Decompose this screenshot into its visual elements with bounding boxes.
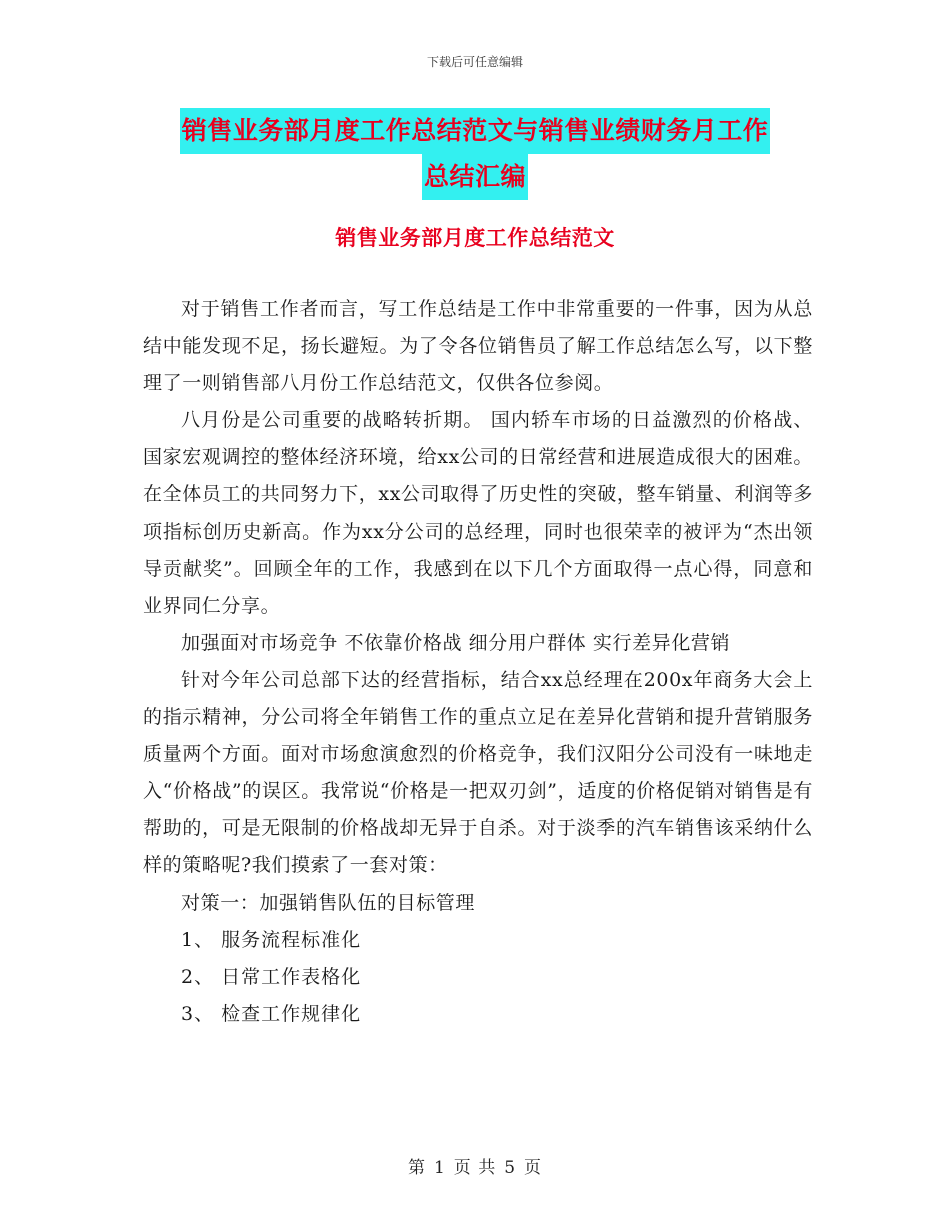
document-body xyxy=(143,291,813,1033)
footer-total-pages: 5 xyxy=(504,1158,517,1178)
document-title-line-2: 总结汇编 xyxy=(422,154,528,200)
footer-middle: 页 共 xyxy=(453,1158,497,1178)
page-header-note: 下载后可任意编辑 xyxy=(426,55,523,69)
body-paragraph: 对于销售工作者而言，写工作总结是工作中非常重要的一件事，因为从总结中能发现不足，扬长避短。为了令各位销售员了解工作总结怎么写，以下整理了一则销售部八月份工作总结范文，仅供各位参阅。 xyxy=(143,298,813,395)
list-item: 2、 日常工作表格化 xyxy=(181,965,362,988)
body-paragraph: 八月份是公司重要的战略转折期。 国内轿车市场的日益激烈的价格战、国家宏观调控的整体经济环境，给xx公司的日常经营和进展造成很大的困难。在全体员工的共同努力下，xx公司取得了历史性的突破，整车销量、利润等多项指标创历史新高。作为xx分公司的总经理，同时也很荣幸的被评为“杰出领导贡献奖”。回顾全年的工作，我感到在以下几个方面取得一点心得，同意和业界同仁分享。 xyxy=(143,409,813,617)
page-footer xyxy=(0,1153,950,1178)
section-title: 销售业务部月度工作总结范文 xyxy=(335,226,615,250)
body-paragraph: 针对今年公司总部下达的经营指标，结合xx总经理在200x年商务大会上的指示精神，分公司将全年销售工作的重点立足在差异化营销和提升营销服务质量两个方面。面对市场愈演愈烈的价格竞争，我们汉阳分公司没有一味地走入“价格战”的误区。我常说“价格是一把双刃剑”，适度的价格促销对销售是有帮助的，可是无限制的价格战却无异于自杀。对于淡季的汽车销售该采纳什么样的策略呢?我们摸索了一套对策： xyxy=(143,668,813,877)
document-title-line-1: 销售业务部月度工作总结范文与销售业绩财务月工作 xyxy=(180,108,771,154)
body-paragraph: 加强面对市场竞争 不依靠价格战 细分用户群体 实行差异化营销 xyxy=(181,631,731,654)
footer-suffix: 页 xyxy=(524,1158,543,1178)
list-item: 1、 服务流程标准化 xyxy=(181,928,362,951)
body-paragraph: 对策一：加强销售队伍的目标管理 xyxy=(181,891,476,914)
list-item: 3、 检查工作规律化 xyxy=(181,1002,362,1025)
document-title xyxy=(0,108,950,200)
footer-page-number: 1 xyxy=(433,1158,446,1178)
footer-prefix: 第 xyxy=(407,1158,426,1178)
